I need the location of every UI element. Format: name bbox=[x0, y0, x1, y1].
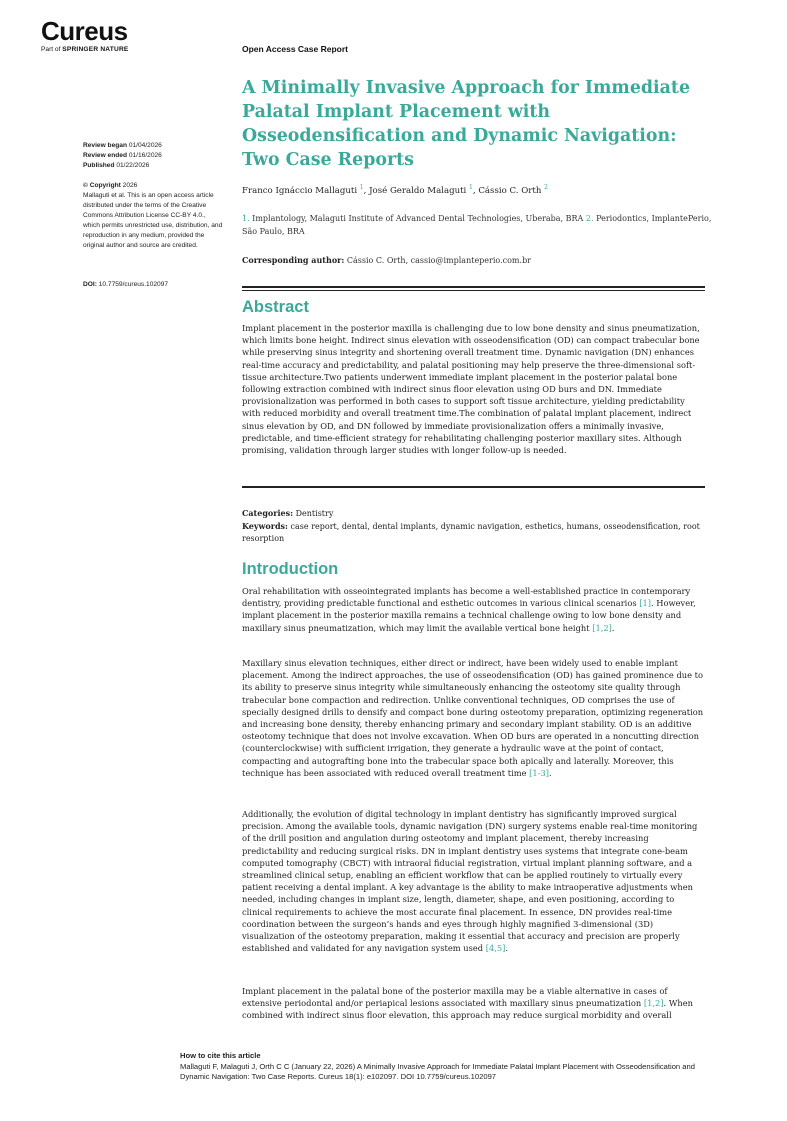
article-title: A Minimally Invasive Approach for Immediate Palatal Implant Placement with Osseodensification and Dynamic Navigation: Two Case Reports bbox=[242, 78, 691, 170]
report-type: Open Access Case Report bbox=[242, 44, 348, 54]
citation-link[interactable]: [4,5] bbox=[485, 943, 506, 954]
introduction-heading: Introduction bbox=[242, 560, 339, 578]
keywords-list: case report, dental, dental implants, dynamic navigation, esthetics, humans, osseodensification, root resorption bbox=[242, 522, 700, 543]
footer-heading: How to cite this article bbox=[180, 1051, 261, 1060]
category-value[interactable]: Dentistry bbox=[293, 509, 334, 518]
footer-citation: Mallaguti F, Malaguti J, Orth C C (January 22, 2026) A Minimally Invasive Approach for Immediate Palatal Implant Placement with Osseodensification and Dynamic Navigation: Two Case Reports. Cureus 18(1): e102097. DOI 10.7759/cureus.102097 bbox=[180, 1061, 695, 1081]
intro-paragraph-3: Additionally, the evolution of digital technology in implant dentistry has significantly improved surgical precision. Among the available tools, dynamic navigation (DN) surgery systems enable real-time monitoring of the drill position and angulation during osteotomy and implant placement, thereby increasing predictability and reducing surgical risks. DN in implant dentistry uses systems that integrate cone-beam computed tomography (CBCT) with intraoral fiducial registration, virtual implant planning software, and a streamlined clinical setup, enabling an efficient workflow that can be applied routinely to virtually every patient receiving a dental implant. A key advantage is the ability to make intraoperative adjustments when needed, including changes in implant size, length, diameter, shape, and even positioning, according to clinical requirements to achieve the most accurate final placement. In essence, DN provides real-time coordination between the surgeon’s hands and eyes through highly magnified 3-dimensional (3D) visualization of the osteotomy preparation, making it essential that accuracy and precision are properly established and validated for any navigation system used [4,5]. bbox=[242, 809, 698, 954]
abstract-heading: Abstract bbox=[242, 298, 309, 316]
author-name[interactable]: José Geraldo Malaguti bbox=[369, 185, 470, 196]
author-name[interactable]: Franco Ignáccio Mallaguti bbox=[242, 185, 360, 196]
intro-paragraph-2: Maxillary sinus elevation techniques, either direct or indirect, have been widely used to enable implant placement. Among the indirect approaches, the use of osseodensification (OD) has gained prominence due to its ability to preserve sinus integrity while simultaneously enhancing the osteotomy site quality through trabecular bone compaction and redirection. Unlike conventional techniques, OD comprises the use of specially designed drills to densify and compact bone during osteotomy preparation, optimizing regeneration and increasing bone density, thereby enhancing primary and secondary implant stability. OD is an additive osteotomy technique that does not involve excavation. When OD burs are operated in a noncutting direction (counterclockwise) with sufficient irrigation, they generate a hydraulic wave at the point of contact, compacting and autografting bone into the trabecular space both apically and laterally. Moreover, this technique has been associated with reduced overall treatment time [1-3]. bbox=[242, 658, 704, 778]
affiliation-number: 2. bbox=[585, 214, 594, 223]
copyright-notice: © Copyright 2026 Mallaguti et al. This is an open access article distributed under the terms of the Creative Commons Attribution License CC-BY 4.0., which permits unrestricted use, distribution, and reproduction in any medium, provided the original author and source are credited. bbox=[83, 182, 223, 249]
citation-link[interactable]: [1-3] bbox=[529, 767, 550, 778]
intro-paragraph-4: Implant placement in the palatal bone of the posterior maxilla may be a viable alternative in cases of extensive periodontal and/or periapical lesions associated with maxillary sinus pneumatization [1,2]. When combined with indirect sinus floor elevation, this approach may reduce surgical morbidity and overall bbox=[242, 986, 693, 1021]
citation-link[interactable]: [1,2] bbox=[643, 998, 664, 1009]
affiliation-text: Periodontics, ImplantePerio, São Paulo, BRA bbox=[242, 214, 712, 236]
abstract-text: Implant placement in the posterior maxilla is challenging due to low bone density and sinus pneumatization, which limits bone height. Indirect sinus elevation with osseodensification (OD) can compact trabecular bone while preserving sinus integrity and shortening overall treatment time. Dynamic navigation (DN) enhances real-time accuracy and predictability, and palatal positioning may help preserve the three-dimensional soft-tissue architecture.Two patients underwent immediate implant placement in the posterior palatal bone following extraction combined with indirect sinus floor elevation using OD burs and DN. Immediate provisionalization was performed in both cases to support soft tissue architecture, yielding predictability with reduced morbidity and overall treatment time.The combination of palatal implant placement, indirect sinus elevation by OD, and DN followed by immediate provisionalization offers a minimally invasive, predictable, and time-efficient strategy for rehabilitating challenging posterior maxillary sites. Although promising, validation through larger studies with longer follow-up is needed. bbox=[242, 323, 700, 456]
divider bbox=[242, 290, 705, 291]
review-dates: Review began 01/04/2026 Review ended 01/16/2026 Published 01/22/2026 bbox=[83, 142, 162, 169]
affiliation-number: 1. bbox=[242, 214, 250, 223]
author-affiliation-ref[interactable]: 1 bbox=[359, 184, 364, 191]
copyright-text: Mallaguti et al. This is an open access article distributed under the terms of the Creative Commons Attribution License CC-BY 4.0., which permits unrestricted use, distribution, and reproduction in any medium, provided the original author and source are credited. bbox=[83, 192, 223, 249]
author-affiliation-ref[interactable]: 2 bbox=[544, 184, 548, 191]
citation-link[interactable]: [1] bbox=[639, 598, 651, 609]
divider bbox=[242, 486, 705, 488]
doi: DOI: 10.7759/cureus.102097 bbox=[83, 281, 169, 288]
affiliation-text: Implantology, Malaguti Institute of Advanced Dental Technologies, Uberaba, BRA bbox=[249, 214, 586, 223]
logo-subtitle: Part of SPRINGER NATURE bbox=[41, 46, 129, 53]
citation-footer bbox=[180, 1051, 720, 1083]
cureus-logo[interactable] bbox=[41, 18, 129, 53]
corresponding-author-text[interactable]: Cássio C. Orth, cassio@implanteperio.com.br bbox=[344, 256, 532, 265]
affiliations bbox=[242, 212, 712, 238]
corresponding-author-label: Corresponding author: bbox=[242, 255, 345, 265]
corresponding-author bbox=[242, 255, 712, 265]
divider bbox=[242, 286, 705, 288]
intro-paragraph-1: Oral rehabilitation with osseointegrated implants has become a well-established practice in contemporary dentistry, providing predictable functional and esthetic outcomes in various clinical scenarios [1]. However, implant placement in the posterior maxilla remains a technical challenge owing to low bone density and maxillary sinus pneumatization, which may limit the available vertical bone height [1,2]. bbox=[242, 586, 696, 633]
categories-block: Categories: Dentistry Keywords: case report, dental, dental implants, dynamic navigation, esthetics, humans, osseodensification, root resorption bbox=[242, 508, 700, 543]
author-name[interactable]: Cássio C. Orth bbox=[478, 185, 545, 196]
logo-wordmark: Cureus bbox=[41, 16, 128, 46]
author-affiliation-ref[interactable]: 1 bbox=[469, 184, 473, 191]
author-list: Franco Ignáccio Mallaguti $^1$, José Geraldo Malaguti $^1$, Cássio C. Orth $^2$ bbox=[242, 184, 548, 196]
citation-link[interactable]: [1,2] bbox=[592, 622, 612, 633]
doi-link[interactable]: 10.7759/cureus.102097 bbox=[96, 281, 169, 288]
